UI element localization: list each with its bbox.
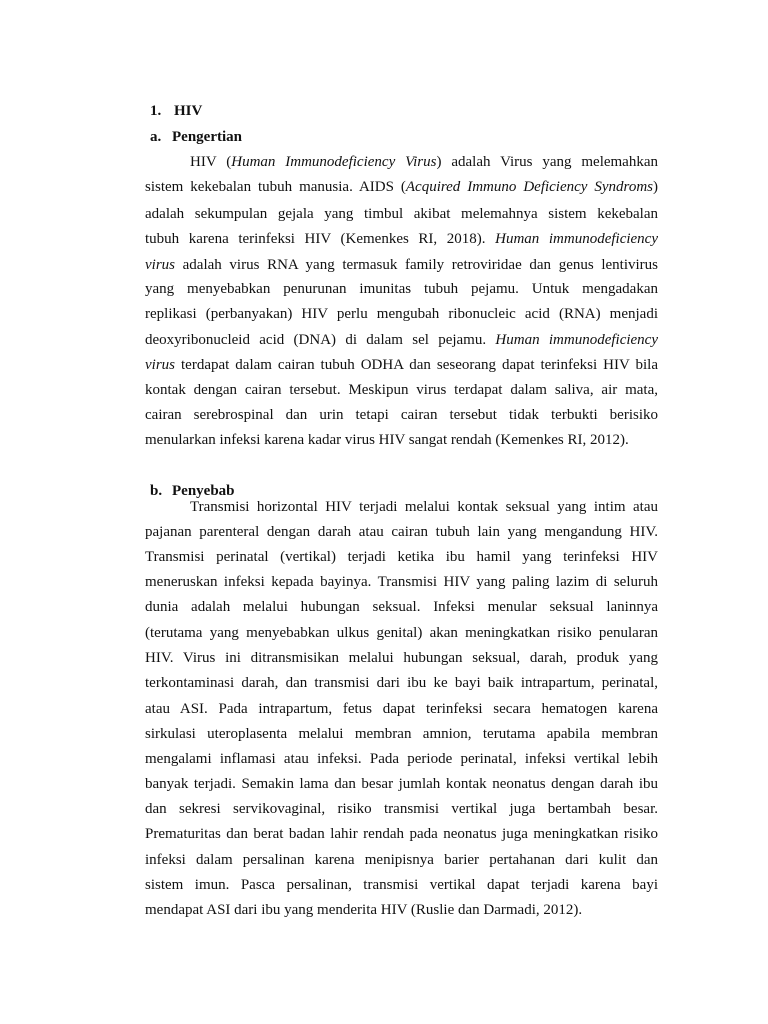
section-heading [150,101,202,121]
paragraph-line: adalah sekumpulan gejala yang timbul akibat melemahnya sistem kekebalan [145,206,658,222]
paragraph-line: sistem imun. Pasca persalinan, transmisi vertikal dapat terjadi karena bayi [145,877,658,893]
paragraph-line: HIV. Virus ini ditransmisikan melalui hubungan seksual, darah, produk yang [145,650,658,666]
paragraph-line: yang menyebabkan penurunan imunitas tubuh pejamu. Untuk mengadakan [145,281,658,297]
paragraph-line: tubuh karena terinfeksi HIV (Kemenkes RI, 2018). Human immunodeficiency [145,231,658,247]
paragraph-line: virus terdapat dalam cairan tubuh ODHA dan seseorang dapat terinfeksi HIV bila [145,357,658,373]
paragraph-line: Transmisi horizontal HIV terjadi melalui kontak seksual yang intim atau [190,499,658,515]
section-number: 1. [150,103,162,119]
paragraph-line: kontak dengan cairan tersebut. Meskipun virus terdapat dalam saliva, air mata, [145,382,658,398]
paragraph-line: replikasi (perbanyakan) HIV perlu mengubah ribonucleic acid (RNA) menjadi [145,306,658,322]
paragraph-line: cairan serebrospinal dan urin tetapi cairan tersebut tidak terbukti berisiko [145,407,658,423]
paragraph-line: meneruskan infeksi kepada bayinya. Transmisi HIV yang paling lazim di seluruh [145,574,658,590]
paragraph-line: pajanan parenteral dengan darah atau cairan tubuh lain yang mengandung HIV. [145,524,658,540]
paragraph-line: banyak terjadi. Semakin lama dan besar jumlah kontak neonatus dengan darah ibu [145,776,658,792]
paragraph-line: deoxyribonucleid acid (DNA) di dalam sel pejamu. Human immunodeficiency [145,332,658,348]
paragraph-line: infeksi dalam persalinan karena menipisnya barier pertahanan dari kulit dan [145,852,658,868]
paragraph-line: dan sekresi servikovaginal, risiko transmisi vertikal juga bertambah besar. [145,801,658,817]
paragraph-line: mendapat ASI dari ibu yang menderita HIV (Ruslie dan Darmadi, 2012). [145,902,583,918]
paragraph-line: atau ASI. Pada intrapartum, fetus dapat terinfeksi secara hematogen karena [145,701,658,717]
paragraph-line: HIV (Human Immunodeficiency Virus) adalah Virus yang melemahkan [190,154,659,170]
subsection-title-a: Pengertian [172,129,242,145]
paragraph-line: sirkulasi uteroplasenta melalui membran amnion, terutama apabila membran [145,726,658,742]
paragraph-line: menularkan infeksi karena kadar virus HIV sangat rendah (Kemenkes RI, 2012). [145,432,629,448]
paragraph-line: (terutama yang menyebabkan ulkus genital) akan meningkatkan risiko penularan [145,625,658,641]
subsection-heading-a [150,127,242,147]
paragraph-line: dunia adalah melalui hubungan seksual. Infeksi menular seksual laninnya [145,599,658,615]
paragraph-line: terkontaminasi darah, dan transmisi dari ibu ke bayi baik intrapartum, perinatal, [145,675,658,691]
paragraph-line: Prematuritas dan berat badan lahir rendah pada neonatus juga meningkatkan risiko [145,826,658,842]
paragraph-line: virus adalah virus RNA yang termasuk family retroviridae dan genus lentivirus [145,257,658,273]
section-title: HIV [174,103,203,119]
paragraph-line: mengalami inflamasi atau infeksi. Pada periode perinatal, infeksi vertikal lebih [145,751,658,767]
subsection-title-b: Penyebab [172,483,235,499]
subsection-letter-a: a. [150,129,162,145]
subsection-letter-b: b. [150,483,163,499]
paragraph-line: sistem kekebalan tubuh manusia. AIDS (Acquired Immuno Deficiency Syndroms) [145,179,658,195]
paragraph-line: Transmisi perinatal (vertikal) terjadi ketika ibu hamil yang terinfeksi HIV [145,549,658,565]
